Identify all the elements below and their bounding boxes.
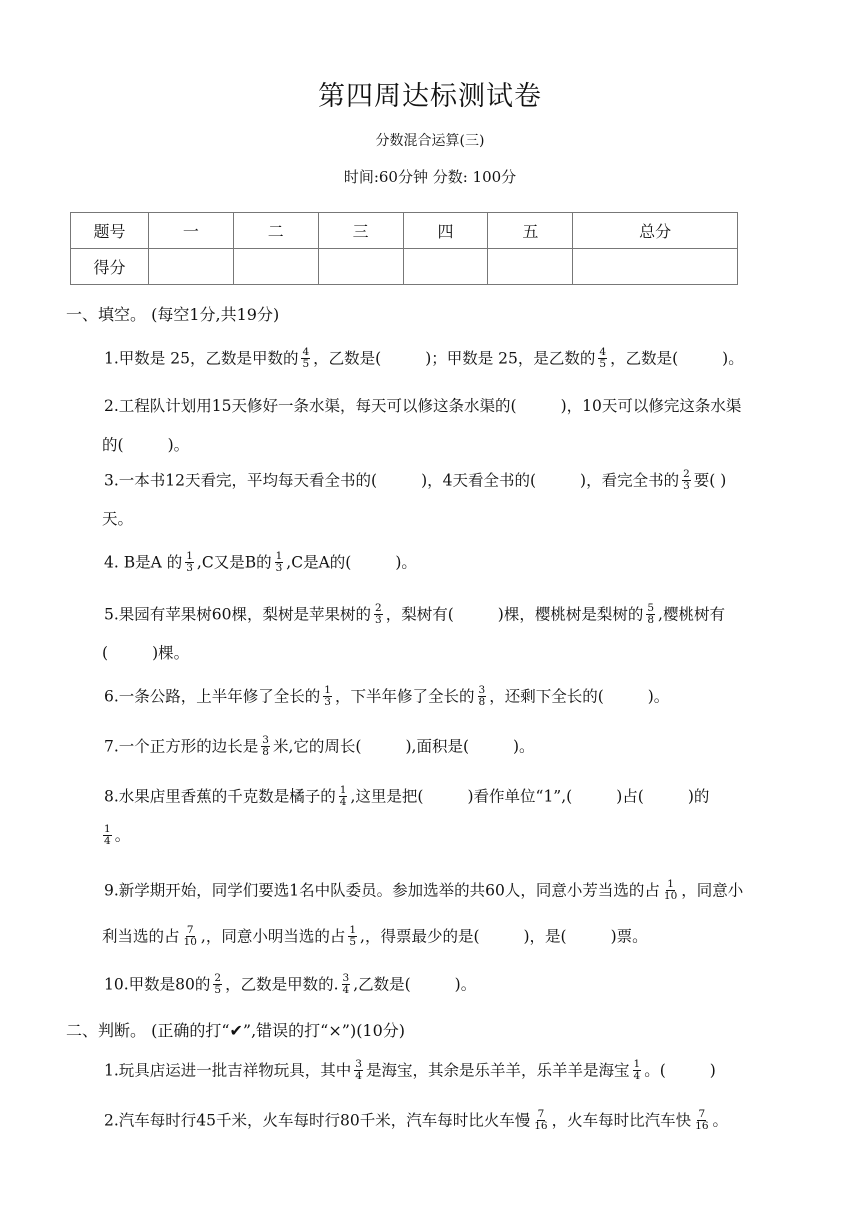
question-text: 的( <box>102 436 124 454</box>
question-text: 2.汽车每时行45千米，火车每时行80千米，汽车每时比火车慢 <box>104 1111 531 1130</box>
question-text: )票。 <box>610 927 648 946</box>
question-text: 米,它的周长( <box>272 737 362 756</box>
question-text: )占( <box>616 787 644 806</box>
score-header-cell: 四 <box>403 213 488 249</box>
fraction: $\frac{4}{5}$ <box>599 346 607 370</box>
score-table <box>70 212 738 285</box>
score-cell[interactable] <box>573 249 738 285</box>
question-3 <box>102 468 804 528</box>
question-4 <box>104 552 804 575</box>
question-text: 6.一条公路，上半年修了全长的 <box>104 687 321 706</box>
page-subtitle: 分数混合运算(三) <box>375 133 485 149</box>
question-text: ，同意小 <box>681 881 744 900</box>
question-text: 利当选的占 <box>102 927 180 946</box>
question-1 <box>104 348 804 371</box>
score-cell[interactable] <box>488 249 573 285</box>
question-text: )。 <box>513 737 535 756</box>
question-text: )。 <box>395 553 417 572</box>
fraction: $\frac{3}{4}$ <box>342 972 350 996</box>
question-text: ，乙数是( <box>610 349 679 368</box>
fraction: $\frac{1}{3}$ <box>324 684 331 708</box>
question-text: )。 <box>167 436 190 454</box>
question-text: ,，得票最少的是( <box>360 927 480 946</box>
question-text: )的 <box>687 787 710 806</box>
question-text: ，火车每时比汽车快 <box>551 1111 692 1130</box>
fraction: $\frac{7}{16}$ <box>695 1108 709 1132</box>
score-table-header-row <box>71 213 738 249</box>
page-title: 第四周达标测试卷 <box>318 81 542 112</box>
fraction: $\frac{1}{4}$ <box>339 784 347 808</box>
question-text: )，4天看全书的( <box>421 471 537 490</box>
question-text: 5.果园有苹果树60棵，梨树是苹果树的 <box>104 605 372 624</box>
question-text: )棵。 <box>152 644 190 662</box>
question-text: )，看完全书的 <box>580 471 680 490</box>
fraction: $\frac{1}{10}$ <box>663 878 678 902</box>
question-text: 8.水果店里香蕉的千克数是橘子的 <box>104 787 336 806</box>
question-text: ,，同意小明当选的占 <box>200 927 346 946</box>
score-header-cell: 五 <box>488 213 573 249</box>
score-header-cell: 一 <box>149 213 234 249</box>
fraction: $\frac{1}{4}$ <box>104 823 111 847</box>
score-header-cell: 总分 <box>573 213 738 249</box>
question-text: )。 <box>722 349 744 368</box>
fraction: $\frac{7}{10}$ <box>183 924 197 948</box>
question-text: ( <box>102 644 109 662</box>
question-text: ，下半年修了全长的 <box>334 687 475 706</box>
score-cell[interactable] <box>149 249 234 285</box>
question-9 <box>102 878 804 948</box>
fraction: $\frac{2}{3}$ <box>683 468 690 492</box>
question-text: )。 <box>647 687 670 706</box>
question-text: ,这里是把( <box>350 787 424 806</box>
question-text: )；甲数是 25，是乙数的 <box>425 349 596 368</box>
question-text: 1.玩具店运进一批吉祥物玩具，其中 <box>104 1061 352 1080</box>
question-text: 。( <box>644 1061 666 1080</box>
score-row-label: 得分 <box>71 249 149 285</box>
judge-question-1 <box>104 1060 804 1083</box>
question-text: ),面积是( <box>405 737 469 756</box>
question-text: 要( ) <box>693 471 727 490</box>
section-judge-title: 二、判断。 (正确的打“✔”,错误的打“×”)(10分) <box>66 1021 406 1040</box>
question-text: ) <box>709 1061 716 1080</box>
question-5 <box>102 602 804 662</box>
question-text: 10.甲数是80的 <box>104 975 211 994</box>
section-fill-in-title: 一、填空。 (每空1分,共19分) <box>66 305 280 324</box>
question-text: 是海宝，其余是乐羊羊，乐羊羊是海宝 <box>365 1061 630 1080</box>
question-text: 2.工程队计划用15天修好一条水渠，每天可以修这条水渠的( <box>104 397 517 415</box>
fraction: $\frac{4}{5}$ <box>302 346 310 370</box>
question-text: ,C又是B的 <box>196 553 272 572</box>
fraction: $\frac{3}{8}$ <box>262 734 269 758</box>
fraction: $\frac{7}{16}$ <box>534 1108 548 1132</box>
score-cell[interactable] <box>318 249 403 285</box>
score-header-cell: 二 <box>233 213 318 249</box>
question-text: )，是( <box>523 927 567 946</box>
fraction: $\frac{1}{3}$ <box>186 550 193 574</box>
question-text: 天。 <box>102 510 134 528</box>
question-text: )棵，樱桃树是梨树的 <box>497 605 644 624</box>
question-text: )看作单位“1”,( <box>467 787 573 806</box>
question-text: 7.一个正方形的边长是 <box>104 737 259 756</box>
question-text: ，还剩下全长的( <box>489 687 604 706</box>
question-text: ，梨树有( <box>385 605 454 624</box>
score-table-score-row <box>71 249 738 285</box>
fraction: $\frac{2}{5}$ <box>214 972 222 996</box>
question-text: ,樱桃树有 <box>658 605 725 624</box>
fraction: $\frac{3}{4}$ <box>355 1058 362 1082</box>
score-header-cell: 题号 <box>71 213 149 249</box>
fraction: $\frac{1}{4}$ <box>633 1058 641 1082</box>
fraction: $\frac{1}{5}$ <box>349 924 357 948</box>
question-text: ,C是A的( <box>286 553 352 572</box>
question-text: 1.甲数是 25，乙数是甲数的 <box>104 349 299 368</box>
score-header-cell: 三 <box>318 213 403 249</box>
question-10 <box>104 974 804 997</box>
exam-meta: 时间:60分钟 分数: 100分 <box>343 168 517 186</box>
fraction: $\frac{3}{8}$ <box>478 684 486 708</box>
question-text: )。 <box>454 975 477 994</box>
question-7 <box>104 736 804 759</box>
question-text: ,乙数是( <box>353 975 411 994</box>
fraction: $\frac{5}{8}$ <box>647 602 655 626</box>
question-2 <box>102 396 804 454</box>
score-cell[interactable] <box>403 249 488 285</box>
question-text: 9.新学期开始，同学们要选1名中队委员。参加选举的共60人，同意小芳当选的占 <box>104 881 660 900</box>
judge-question-2 <box>104 1110 804 1133</box>
question-text: 4. B是A 的 <box>104 553 183 572</box>
question-text: 3.一本书12天看完，平均每天看全书的( <box>104 471 378 490</box>
question-text: )，10天可以修完这条水渠 <box>560 397 742 415</box>
question-8 <box>104 784 804 847</box>
question-text: 。 <box>114 826 131 845</box>
score-cell[interactable] <box>233 249 318 285</box>
question-6 <box>104 686 804 709</box>
question-text: 。 <box>712 1111 729 1130</box>
question-text: ，乙数是( <box>313 349 382 368</box>
fraction: $\frac{2}{3}$ <box>375 602 382 626</box>
question-text: ，乙数是甲数的. <box>225 975 339 994</box>
fraction: $\frac{1}{3}$ <box>275 550 283 574</box>
